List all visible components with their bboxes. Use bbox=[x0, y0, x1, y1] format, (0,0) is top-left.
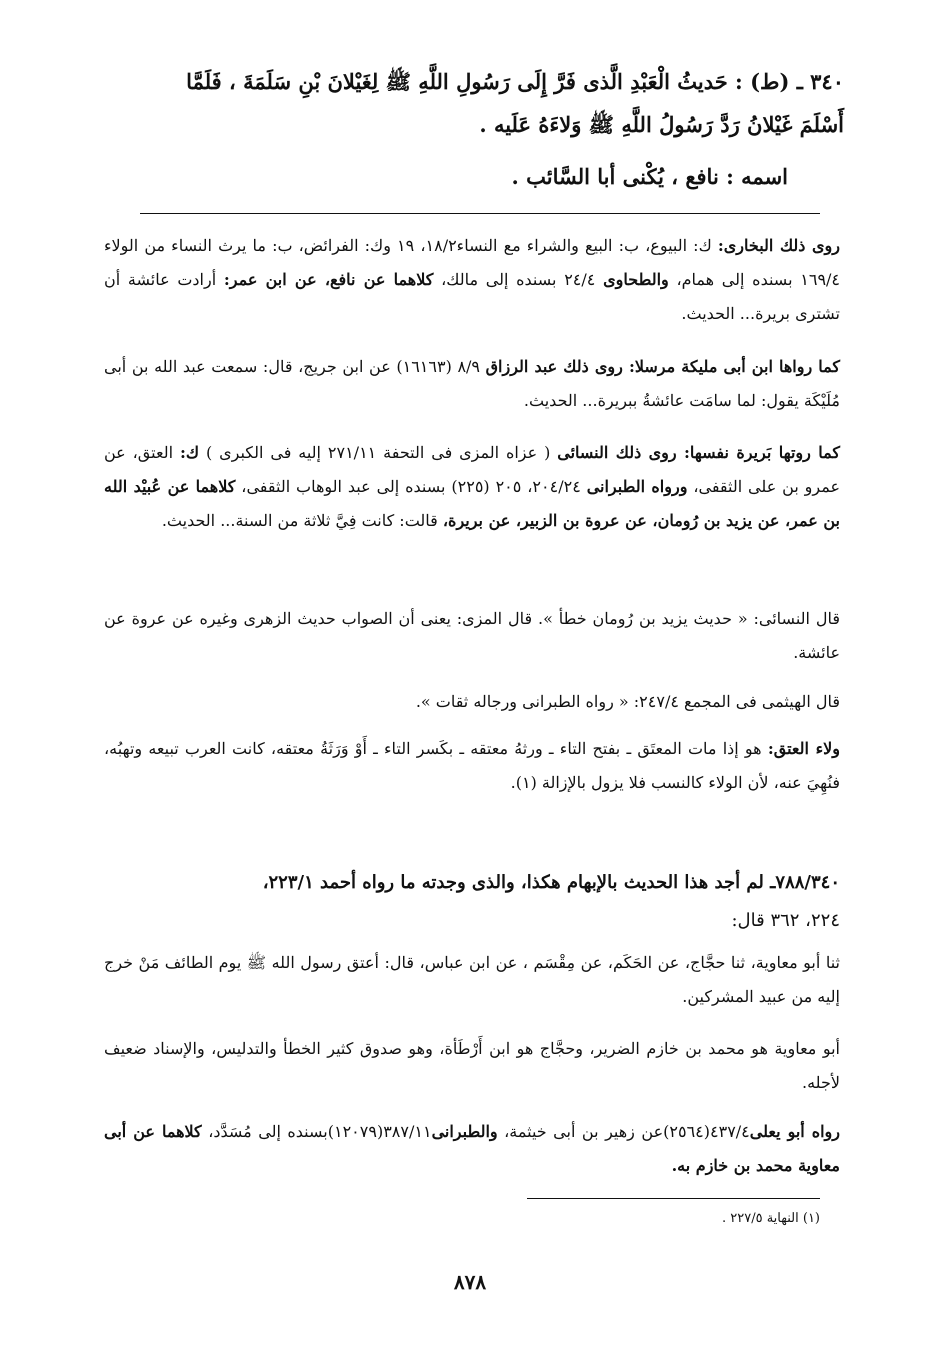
paragraph-bukhari bbox=[104, 229, 840, 331]
bold-text: كلاهما عن نافع، عن ابن عمر: bbox=[223, 270, 434, 289]
bold-text: ولاء العتق: bbox=[767, 739, 841, 758]
paragraph-wala-definition bbox=[104, 732, 840, 800]
text: أرادت عائشة أن تشترى بريرة... الحديث. bbox=[104, 270, 840, 323]
bold-text: والطحاوى bbox=[603, 270, 669, 289]
hadith-heading-line-1: ٣٤٠ ـ (ط) : حَديثُ الْعَبْدِ الَّذى فَرَّ إِلَى رَسُولِ اللَّهِ ﷺ لِغَيْلانَ بْنِ سَلَمَةَ ، فَلَمَّا bbox=[186, 69, 844, 94]
paragraph-nasai-comment: قال النسائى: « حديث يزيد بن رُومان خطأ ». قال المزى: يعنى أن الصواب حديث الزهرى وغيره عن عروة عن عائشة. bbox=[104, 609, 840, 662]
text: ٢٠٤/٢٤، ٢٠٥ (٢٢٥) بسنده إلى عبد الوهاب الثقفى، bbox=[235, 477, 587, 496]
bold-text: روى ذلك البخارى: bbox=[717, 236, 840, 255]
bold-text: كما روتها بَريرة نفسها: روى ذلك النسائى bbox=[557, 443, 840, 462]
bold-text: كلاهما عن عُبيْد الله بن عمر، عن يزيد بن رُومان، عن عروة بن الزبير، عن بريرة، bbox=[104, 477, 840, 530]
bold-text: كلاهما عن أبى معاوية محمد بن خازم به. bbox=[104, 1122, 840, 1175]
bold-text: كما رواها ابن أبى مليكة مرسلا: روى ذلك عبد الرزاق bbox=[485, 357, 841, 376]
text: ك: البيوع، ب: البيع والشراء مع النساء١٨/٢، ١٩ وك: الفرائض، ب: ما يرث النساء من الولاء ١٦٩/٤ بسنده إلى همام، bbox=[104, 236, 841, 289]
bold-text: والطبرانى bbox=[431, 1122, 498, 1141]
paragraph-ibn-abi-mulayka bbox=[104, 350, 840, 418]
hadith-heading-line-2: أَسْلَمَ غَيْلانُ رَدَّ رَسُولُ اللَّهِ ﷺ وَلاءَهُ عَلَيه . bbox=[479, 112, 844, 137]
footnote-rule bbox=[527, 1198, 820, 1199]
footnote: (١) النهاية ٢٢٧/٥ . bbox=[721, 1211, 820, 1226]
text: ( عزاه المزى فى التحفة ٢٧١/١١ إليه فى الكبرى ) bbox=[199, 443, 558, 462]
paragraph-haythami: قال الهيثمى فى المجمع ٢٤٧/٤: « رواه الطبرانى ورجاله ثقات ». bbox=[415, 692, 840, 711]
text: العتق، عن عمرو بن على الثقفى، bbox=[104, 443, 841, 496]
paragraph-narrator-assessment: أبو معاوية هو محمد بن خازم الضرير، وحجَّاج هو ابن أَرْطَأة، وهو صدوق كثير الخطأ والتدليس، والإسناد ضعيف لأجله. bbox=[104, 1039, 840, 1092]
paragraph-abu-muawiya-chain: ثنا أبو معاوية، ثنا حجَّاج، عن الحَكَم، عن مِقْسَم ، عن ابن عباس، قال: أعتق رسول الله ﷺ يوم الطائف مَنْ خرج إليه من عبيد المشركين. bbox=[104, 953, 840, 1006]
page-number: ٨٧٨ bbox=[453, 1270, 487, 1294]
bold-text: ك: bbox=[179, 443, 200, 462]
paragraph-barira bbox=[104, 436, 840, 538]
hadith-788-heading bbox=[100, 864, 840, 940]
narrator-name-line: اسمه : نافع ، يُكْنى أبا السَّائب . bbox=[511, 164, 788, 189]
text: ٨/٩ (١٦١٦٣) عن ابن جريج، قال: سمعت عبد الله بن أبى مُلَيْكَة يقول: لما سامَت عائشةُ ببريرة... الحديث. bbox=[104, 357, 840, 410]
hadith-heading bbox=[100, 60, 844, 146]
text: ٣٨٧/١١(١٢٠٧٩)بسنده إلى مُسَدَّد، bbox=[201, 1122, 432, 1141]
text: هو إذا مات المعتَق ـ بفتح التاء ـ ورثهُ معتقه ـ بكَسر التاء ـ أَوْ وَرَثَةُ معتقه، كانت العرب تبيعه وتهبُه، فنُهِيَ عنه، لأن الولاء كالنسب فلا يزول بالإزالة (١). bbox=[104, 739, 840, 792]
separator-rule bbox=[140, 213, 820, 214]
bold-text: ورواه الطبرانى bbox=[586, 477, 688, 496]
hadith-788-line-1: ٧٨٨/٣٤٠ـ لم أجد هذا الحديث بالإبهام هكذا، والذى وجدته ما رواه أحمد ٢٢٣/١، bbox=[262, 872, 840, 893]
text: قالت: كانت فِيَّ ثلاثة من السنة... الحديث. bbox=[161, 511, 443, 530]
text: ٤٣٧/٤(٢٥٦٤)عن زهير بن أبى خيثمة، bbox=[497, 1122, 750, 1141]
text: ٢٤/٤ بسنده إلى مالك، bbox=[433, 270, 604, 289]
paragraph-abu-yala bbox=[104, 1115, 840, 1183]
bold-text: رواه أبو يعلى bbox=[749, 1122, 841, 1141]
hadith-788-line-2: ٢٢٤، ٣٦٢ قال: bbox=[731, 910, 840, 931]
